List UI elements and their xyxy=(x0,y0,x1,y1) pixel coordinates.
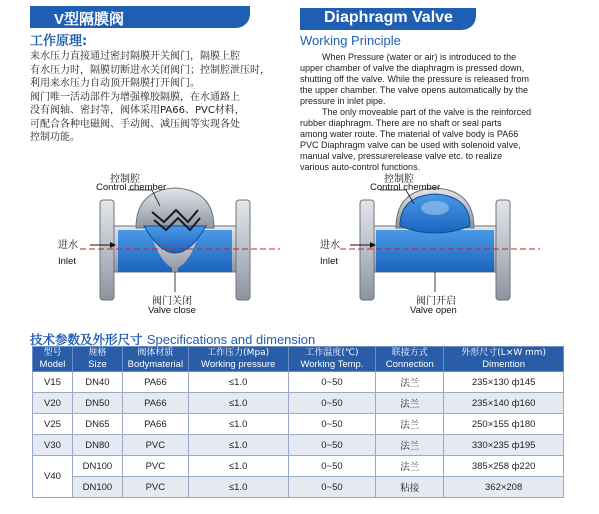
cell-material: PA66 xyxy=(122,372,188,393)
column-header: 阀体材质 Bodymaterial xyxy=(122,347,188,372)
cell-material: PA66 xyxy=(122,393,188,414)
chamber-label-en-left: Control chember xyxy=(96,182,167,193)
inlet-label-en-left: Inlet xyxy=(58,256,76,267)
table-row xyxy=(33,477,564,498)
cell-size: DN40 xyxy=(72,372,122,393)
specs-title-cn: 技术参数及外形尺寸 xyxy=(30,332,143,347)
title-badge-en xyxy=(300,8,476,30)
cell-connection: 法兰 xyxy=(376,372,444,393)
cell-connection: 法兰 xyxy=(376,414,444,435)
chamber-label-cn-left: 控制腔 xyxy=(110,174,140,185)
cell-connection: 法兰 xyxy=(376,456,444,477)
cell-dimension: 330×235 ф195 xyxy=(444,435,564,456)
subtitle-en: Working Principle xyxy=(300,33,401,48)
cell-model: V30 xyxy=(33,435,73,456)
table-row xyxy=(33,435,564,456)
title-en: Diaphragm Valve xyxy=(324,9,453,26)
principle-cn-line: 可配合各种电磁阀、手动阀、减压阀等实现各处 xyxy=(30,118,240,130)
principle-en-line: among water route. The material of valve body is PA66 xyxy=(300,129,519,139)
cell-connection: 法兰 xyxy=(376,393,444,414)
principle-en-line: upper chamber of valve the diaphragm is pressed down, xyxy=(300,63,525,73)
cell-size: DN100 xyxy=(72,456,122,477)
principle-en-line: When Pressure (water or air) is introduced to the xyxy=(322,52,517,62)
specs-title-en: Specifications and dimension xyxy=(146,332,316,347)
state-label-cn-left: 阀门关闭 xyxy=(152,296,192,307)
cell-dimension: 250×155 ф180 xyxy=(444,414,564,435)
left-flange xyxy=(100,200,114,300)
principle-cn-line: 阀门唯一活动部件为增强橡胶隔膜，在水通路上 xyxy=(30,91,240,103)
cell-model: V15 xyxy=(33,372,73,393)
state-label-cn-right: 阀门开启 xyxy=(416,296,456,307)
principle-en-line: PVC Diaphragm valve can be used with solenoid valve, xyxy=(300,140,521,150)
cell-temp: 0~50 xyxy=(288,372,376,393)
cell-temp: 0~50 xyxy=(288,477,376,498)
cell-connection: 法兰 xyxy=(376,435,444,456)
cell-model: V20 xyxy=(33,393,73,414)
principle-cn-line: 没有阀轴、密封等，阀体采用PA66、PVC材料， xyxy=(30,105,245,116)
principle-cn-line: 有水压力时，隔膜切断进水关闭阀门；控制腔泄压时， xyxy=(30,64,270,76)
cell-material: PA66 xyxy=(122,414,188,435)
principle-cn-line: 利用来水压力自动顶开隔膜打开阀门。 xyxy=(30,78,200,89)
cell-pressure: ≤1.0 xyxy=(188,456,288,477)
subtitle-cn: 工作原理: xyxy=(30,34,88,49)
water-flow xyxy=(376,230,494,272)
principle-en-line: shutting off the valve. While the pressure is released from xyxy=(300,74,529,84)
cell-size: DN100 xyxy=(72,477,122,498)
cell-temp: 0~50 xyxy=(288,456,376,477)
cell-temp: 0~50 xyxy=(288,414,376,435)
inlet-label-cn-left: 进水 xyxy=(58,240,78,251)
cell-pressure: ≤1.0 xyxy=(188,414,288,435)
inlet-label-en-right: Inlet xyxy=(320,256,338,267)
cell-dimension: 235×130 ф145 xyxy=(444,372,564,393)
table-row xyxy=(33,414,564,435)
cell-temp: 0~50 xyxy=(288,393,376,414)
principle-en-line: rubber diaphragm. There are no shaft or seal parts xyxy=(300,118,502,128)
right-flange xyxy=(496,200,510,300)
principle-en xyxy=(300,52,548,173)
principle-en-line: The only moveable part of the valve is the reinforced xyxy=(322,107,532,117)
principle-cn xyxy=(30,50,290,145)
cell-size: DN65 xyxy=(72,414,122,435)
cell-pressure: ≤1.0 xyxy=(188,435,288,456)
column-header: 型号 Model xyxy=(33,347,73,372)
column-header: 外形尺寸(L×W mm) Dimention xyxy=(444,347,564,372)
principle-en-line: various auto-control functions. xyxy=(300,162,421,172)
cell-pressure: ≤1.0 xyxy=(188,372,288,393)
cell-connection: 粘接 xyxy=(376,477,444,498)
principle-en-line: manual valve, pressurerelease valve etc. to realize xyxy=(300,151,503,161)
principle-en-line: the upper chamber. The valve opens automatically by the xyxy=(300,85,528,95)
cell-pressure: ≤1.0 xyxy=(188,477,288,498)
cell-dimension: 235×140 ф160 xyxy=(444,393,564,414)
principle-cn-line: 控制功能。 xyxy=(30,132,80,143)
cell-temp: 0~50 xyxy=(288,435,376,456)
table-row xyxy=(33,393,564,414)
cell-model: V25 xyxy=(33,414,73,435)
cell-material: PVC xyxy=(122,456,188,477)
cell-model: V40 xyxy=(33,456,73,498)
table-row xyxy=(33,372,564,393)
cell-dimension: 385×258 ф220 xyxy=(444,456,564,477)
diaphragm-highlight xyxy=(421,201,449,215)
inlet-label-cn-right: 进水 xyxy=(320,240,340,251)
table-header-row xyxy=(33,347,564,372)
right-flange xyxy=(236,200,250,300)
chamber-label-en-right: Control chember xyxy=(370,182,441,193)
cell-dimension: 362×208 xyxy=(444,477,564,498)
title-cn: V型隔膜阀 xyxy=(54,11,125,28)
principle-cn-line: 来水压力直接通过密封隔膜开关阀门，隔膜上腔 xyxy=(30,51,240,62)
column-header: 工作压力(Mpa) Working pressure xyxy=(188,347,288,372)
state-label-en-right: Valve open xyxy=(410,305,457,316)
column-header: 工作温度(℃) Working Temp. xyxy=(288,347,376,372)
cell-material: PVC xyxy=(122,435,188,456)
state-label-en-left: Valve close xyxy=(148,305,196,316)
cell-pressure: ≤1.0 xyxy=(188,393,288,414)
cell-material: PVC xyxy=(122,477,188,498)
left-flange xyxy=(360,200,374,300)
column-header: 联接方式 Connection xyxy=(376,347,444,372)
title-badge-cn xyxy=(30,6,250,28)
cell-size: DN80 xyxy=(72,435,122,456)
column-header: 规格 Size xyxy=(72,347,122,372)
table-row xyxy=(33,456,564,477)
cell-size: DN50 xyxy=(72,393,122,414)
chamber-label-cn-right: 控制腔 xyxy=(384,174,414,185)
principle-en-line: pressure in inlet pipe. xyxy=(300,96,386,106)
specs-table xyxy=(32,346,564,498)
